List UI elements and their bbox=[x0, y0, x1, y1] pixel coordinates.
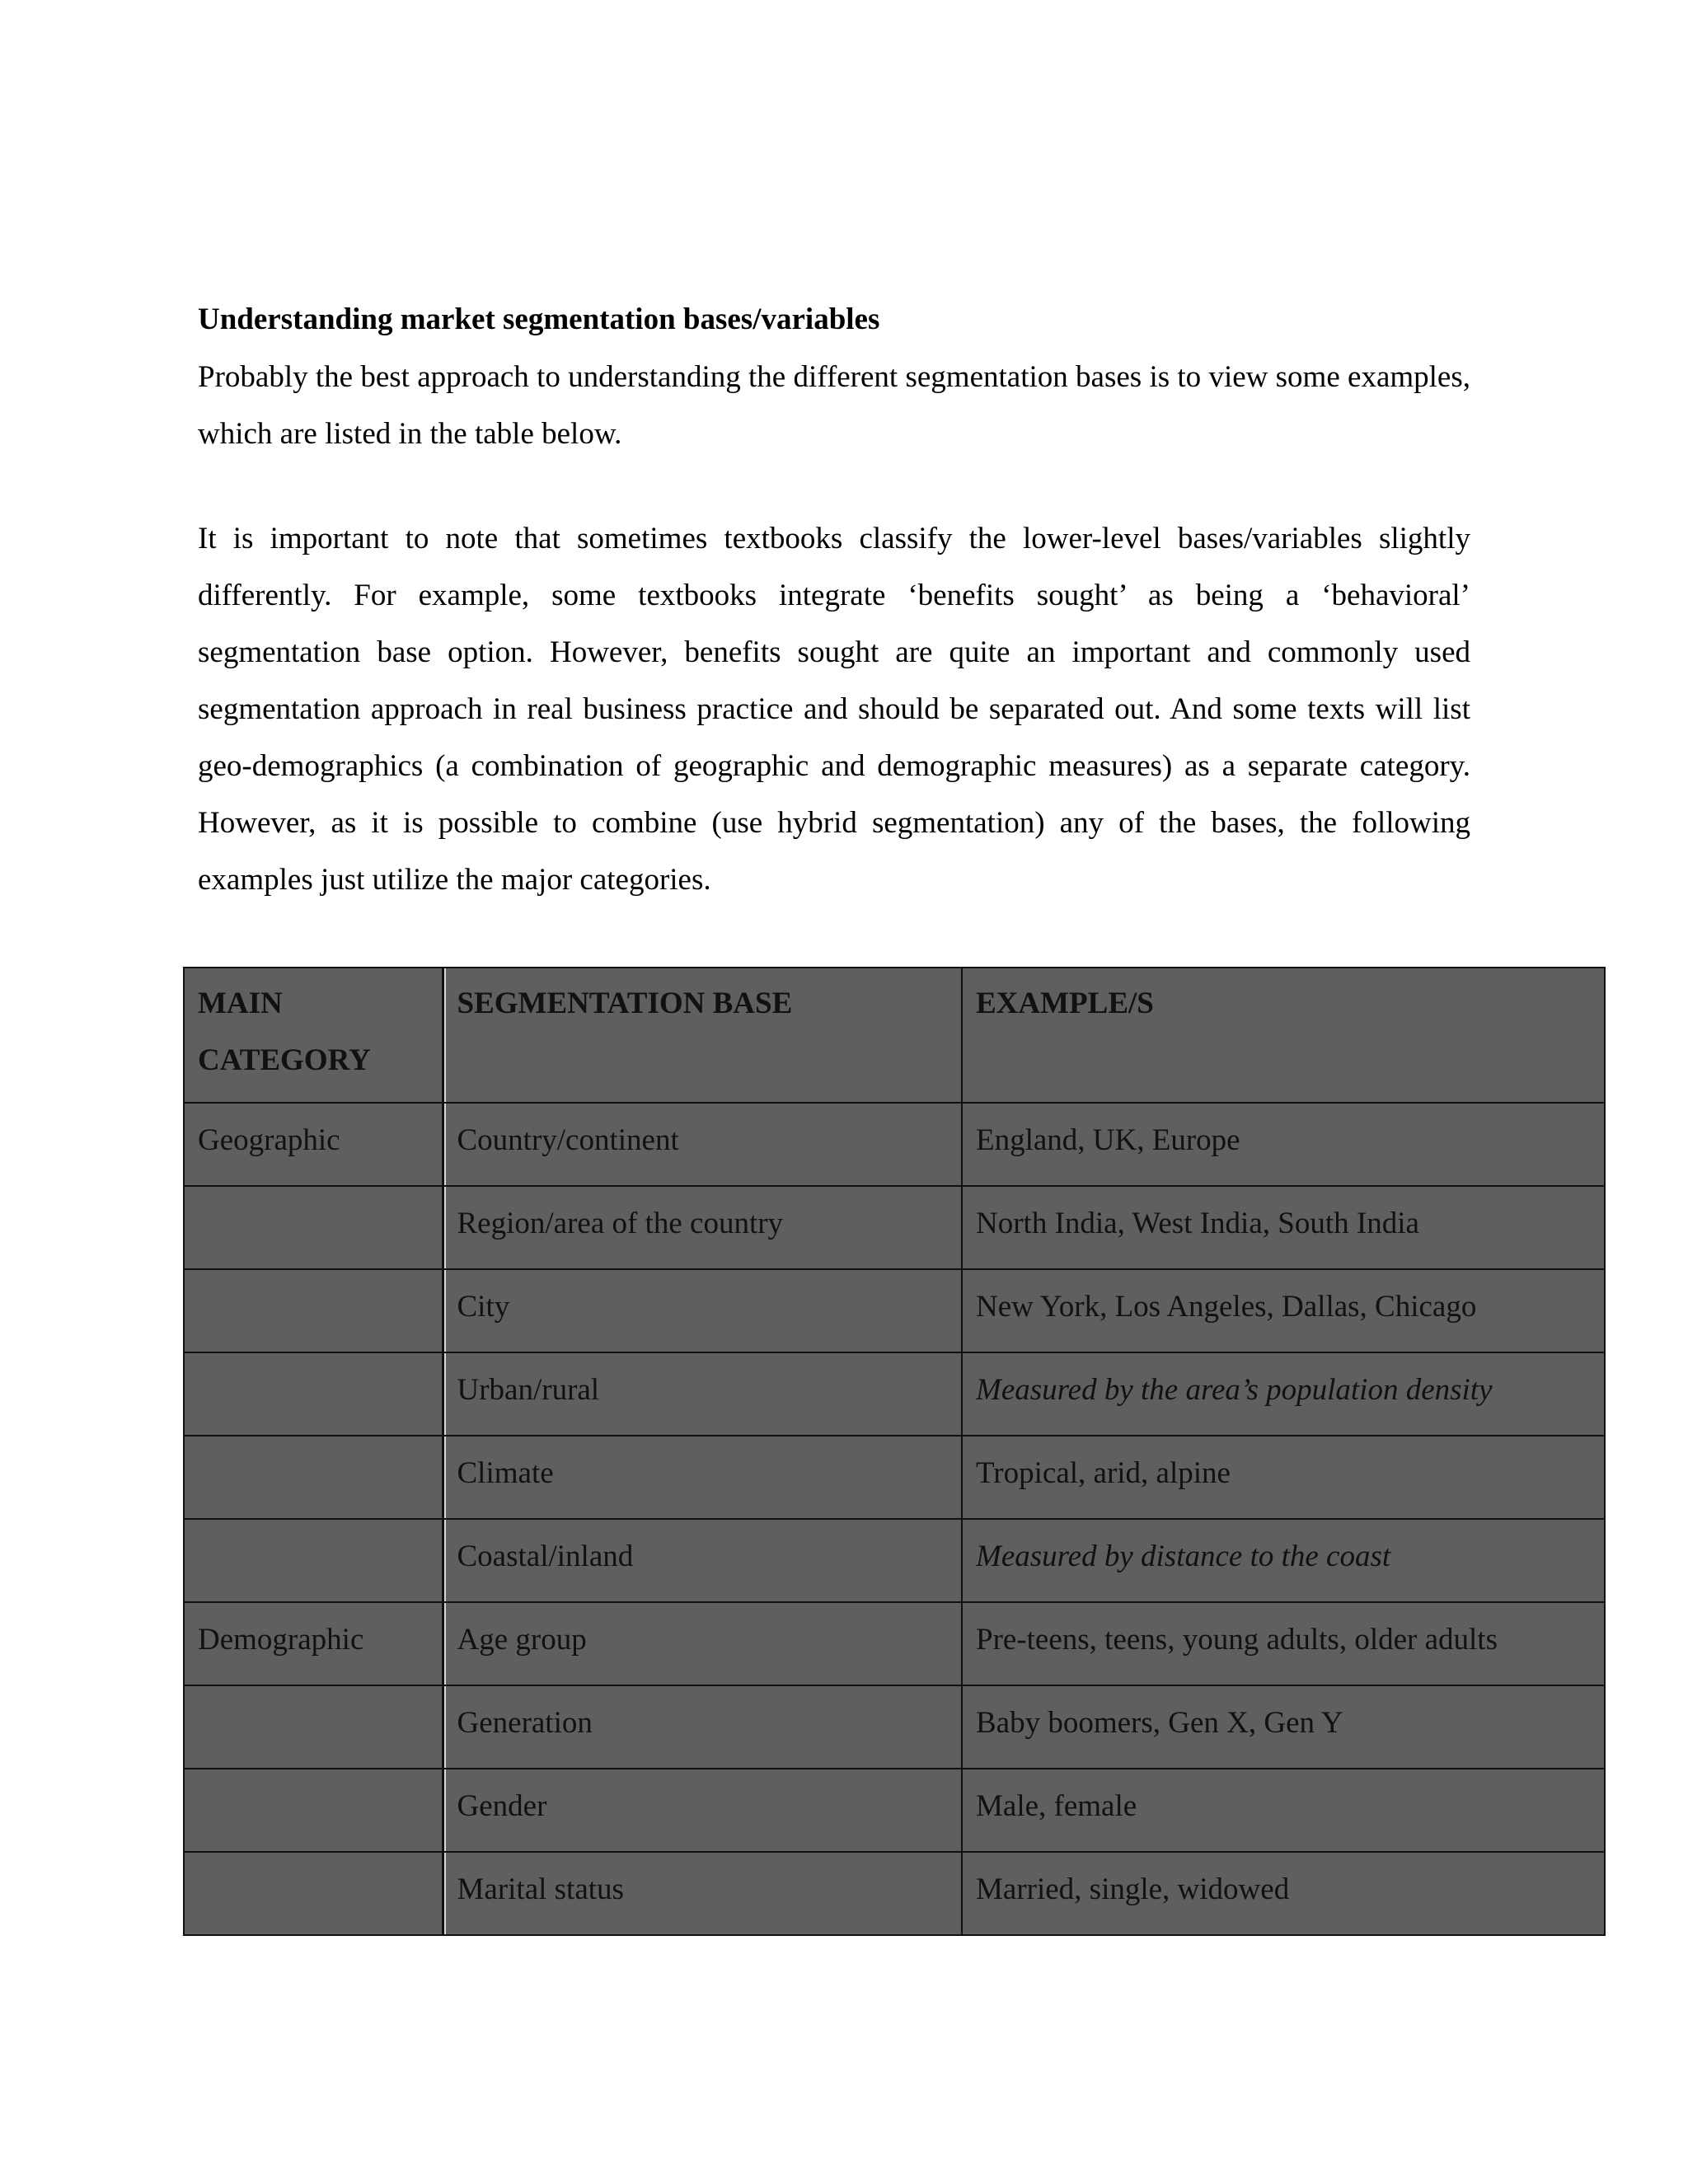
cell-segmentation-base: Age group bbox=[443, 1602, 962, 1685]
header-segmentation-base: SEGMENTATION BASE bbox=[443, 968, 962, 1103]
section-heading: Understanding market segmentation bases/variables bbox=[198, 302, 880, 336]
cell-examples: Measured by the area’s population density bbox=[962, 1352, 1605, 1436]
table-row bbox=[184, 1685, 1605, 1769]
table-row bbox=[184, 1602, 1605, 1685]
cell-segmentation-base: Marital status bbox=[443, 1852, 962, 1935]
cell-main-category: Geographic bbox=[184, 1103, 443, 1186]
cell-segmentation-base: Country/continent bbox=[443, 1103, 962, 1186]
cell-main-category bbox=[184, 1519, 443, 1602]
table-row bbox=[184, 1519, 1605, 1602]
cell-segmentation-base: Generation bbox=[443, 1685, 962, 1769]
cell-main-category bbox=[184, 1269, 443, 1352]
cell-examples: New York, Los Angeles, Dallas, Chicago bbox=[962, 1269, 1605, 1352]
segmentation-table bbox=[183, 967, 1606, 1936]
note-paragraph: It is important to note that sometimes textbooks classify the lower-level bases/variables slightly differently. For example, some textbooks integrate ‘benefits sought’ as being a ‘behavioral’ segmentation base option. However, benefits sought are quite an important and commonly used segmentation approach in real business practice and should be separated out. And some texts will list geo-demographics (a combination of geographic and demographic measures) as a separate category. However, as it is possible to combine (use hybrid segmentation) any of the bases, the following examples just utilize the major categories. bbox=[198, 522, 1470, 897]
cell-main-category bbox=[184, 1186, 443, 1269]
cell-segmentation-base: Urban/rural bbox=[443, 1352, 962, 1436]
table-row bbox=[184, 1852, 1605, 1935]
table-row bbox=[184, 1103, 1605, 1186]
cell-segmentation-base: Gender bbox=[443, 1769, 962, 1852]
cell-segmentation-base: Region/area of the country bbox=[443, 1186, 962, 1269]
header-main-category: MAIN CATEGORY bbox=[184, 968, 443, 1103]
cell-main-category: Demographic bbox=[184, 1602, 443, 1685]
cell-examples: Baby boomers, Gen X, Gen Y bbox=[962, 1685, 1605, 1769]
cell-segmentation-base: City bbox=[443, 1269, 962, 1352]
cell-main-category bbox=[184, 1769, 443, 1852]
cell-examples: North India, West India, South India bbox=[962, 1186, 1605, 1269]
cell-examples: Tropical, arid, alpine bbox=[962, 1436, 1605, 1519]
cell-examples: Pre-teens, teens, young adults, older adults bbox=[962, 1602, 1605, 1685]
table-row bbox=[184, 1269, 1605, 1352]
cell-examples: Male, female bbox=[962, 1769, 1605, 1852]
header-examples: EXAMPLE/S bbox=[962, 968, 1605, 1103]
cell-segmentation-base: Coastal/inland bbox=[443, 1519, 962, 1602]
cell-main-category bbox=[184, 1436, 443, 1519]
cell-main-category bbox=[184, 1685, 443, 1769]
cell-examples: Measured by distance to the coast bbox=[962, 1519, 1605, 1602]
intro-paragraph: Probably the best approach to understanding the different segmentation bases is to view some examples, which are listed in the table below. bbox=[198, 360, 1470, 451]
cell-segmentation-base: Climate bbox=[443, 1436, 962, 1519]
cell-examples: Married, single, widowed bbox=[962, 1852, 1605, 1935]
table-row bbox=[184, 1769, 1605, 1852]
cell-main-category bbox=[184, 1852, 443, 1935]
cell-examples: England, UK, Europe bbox=[962, 1103, 1605, 1186]
table-row bbox=[184, 1352, 1605, 1436]
table-row bbox=[184, 1186, 1605, 1269]
table-row bbox=[184, 1436, 1605, 1519]
cell-main-category bbox=[184, 1352, 443, 1436]
table-header-row bbox=[184, 968, 1605, 1103]
